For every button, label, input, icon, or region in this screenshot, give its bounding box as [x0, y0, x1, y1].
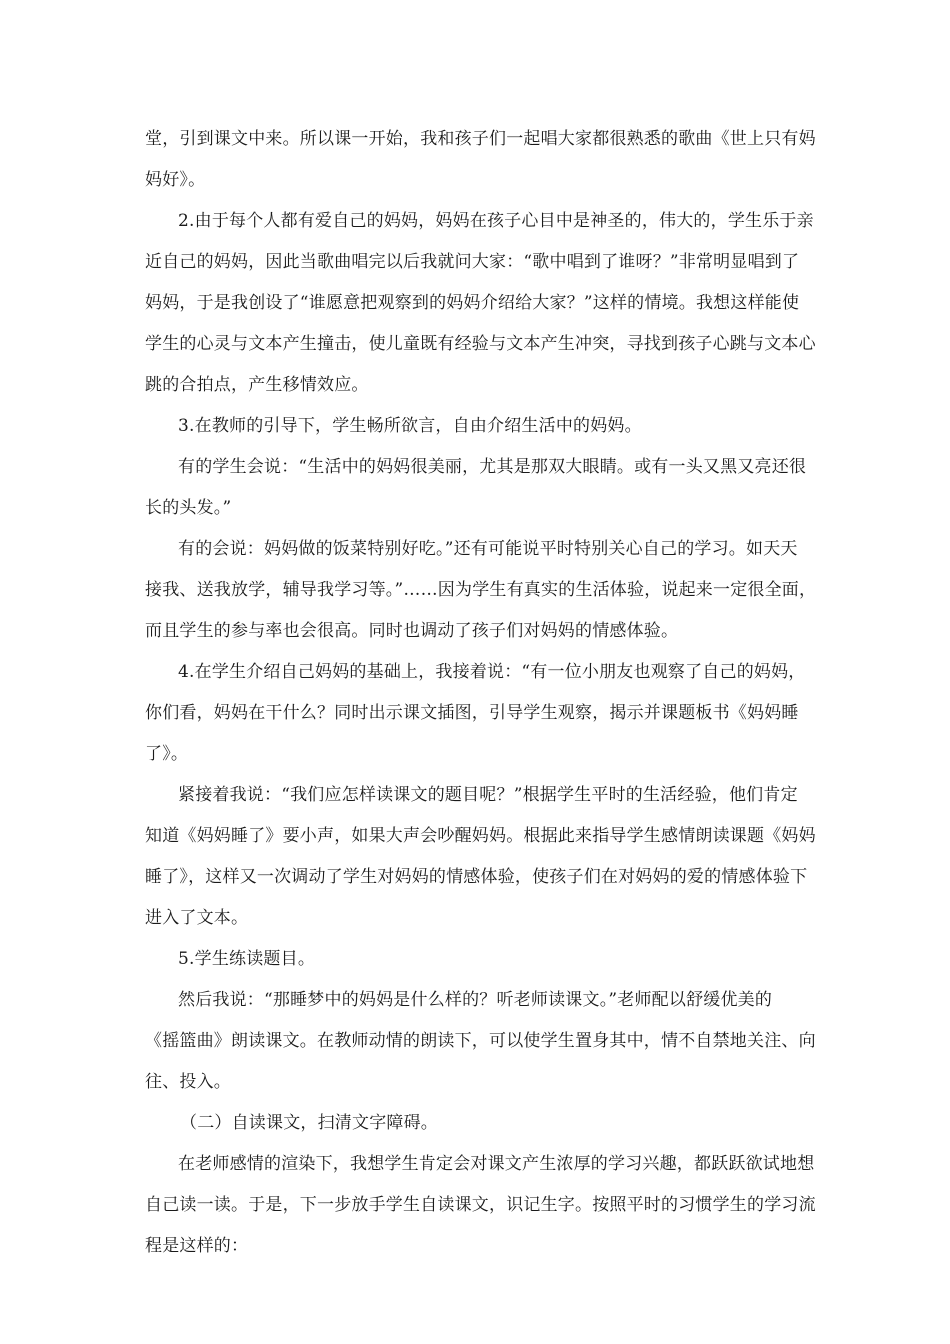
- text-line: 自己读一读。于是，下一步放手学生自读课文，识记生字。按照平时的习惯学生的学习流: [145, 1195, 816, 1215]
- text-line: 5.学生练读题目。: [178, 949, 316, 969]
- text-line: 知道《妈妈睡了》要小声，如果大声会吵醒妈妈。根据此来指导学生感情朗读课题《妈妈: [145, 826, 816, 846]
- text-line: 在老师感情的渲染下，我想学生肯定会对课文产生浓厚的学习兴趣，都跃跃欲试地想: [178, 1154, 815, 1174]
- text-line: 睡了》，这样又一次调动了学生对妈妈的情感体验，使孩子们在对妈妈的爱的情感体验下: [145, 867, 808, 887]
- text-line: 了》。: [145, 744, 189, 764]
- text-line: 3.在教师的引导下，学生畅所欲言，自由介绍生活中的妈妈。: [178, 416, 642, 436]
- text-line: 堂，引到课文中来。所以课一开始，我和孩子们一起唱大家都很熟悉的歌曲《世上只有妈: [145, 129, 816, 149]
- text-line: 4.在学生介绍自己妈妈的基础上，我接着说：“有一位小朋友也观察了自己的妈妈，: [178, 662, 806, 682]
- text-line: 有的学生会说：“生活中的妈妈很美丽，尤其是那双大眼睛。或有一头又黑又亮还很: [178, 457, 807, 477]
- text-line: 有的会说：妈妈做的饭菜特别好吃。”还有可能说平时特别关心自己的学习。如天天: [178, 539, 798, 559]
- text-line: 接我、送我放学，辅导我学习等。”……因为学生有真实的生活体验，说起来一定很全面，: [145, 580, 817, 600]
- text-line: 近自己的妈妈，因此当歌曲唱完以后我就问大家：“歌中唱到了谁呀？”非常明显唱到了: [145, 252, 800, 272]
- text-line: 《摇篮曲》朗读课文。在教师动情的朗读下，可以使学生置身其中，情不自禁地关注、向: [145, 1031, 816, 1051]
- text-line: 妈妈，于是我创设了“谁愿意把观察到的妈妈介绍给大家？”这样的情境。我想这样能使: [145, 293, 800, 313]
- text-line: 往、投入。: [145, 1072, 231, 1092]
- section-heading: （二）自读课文，扫清文字障碍。: [180, 1113, 438, 1133]
- text-line: 跳的合拍点，产生移情效应。: [145, 375, 369, 395]
- text-line: 程是这样的：: [145, 1236, 249, 1256]
- text-line: 紧接着我说：“我们应怎样读课文的题目呢？”根据学生平时的生活经验，他们肯定: [178, 785, 798, 805]
- text-line: 2.由于每个人都有爱自己的妈妈，妈妈在孩子心目中是神圣的，伟大的，学生乐于亲: [178, 211, 814, 231]
- text-line: 你们看，妈妈在干什么？同时出示课文插图，引导学生观察，揭示并课题板书《妈妈睡: [145, 703, 799, 723]
- text-line: 学生的心灵与文本产生撞击，使儿童既有经验与文本产生冲突，寻找到孩子心跳与文本心: [145, 334, 816, 354]
- text-line: 妈好》。: [145, 170, 206, 190]
- text-line: 然后我说：“那睡梦中的妈妈是什么样的？听老师读课文。”老师配以舒缓优美的: [178, 990, 773, 1010]
- text-line: 进入了文本。: [145, 908, 249, 928]
- text-line: 而且学生的参与率也会很高。同时也调动了孩子们对妈妈的情感体验。: [145, 621, 679, 641]
- text-line: 长的头发。”: [145, 498, 232, 518]
